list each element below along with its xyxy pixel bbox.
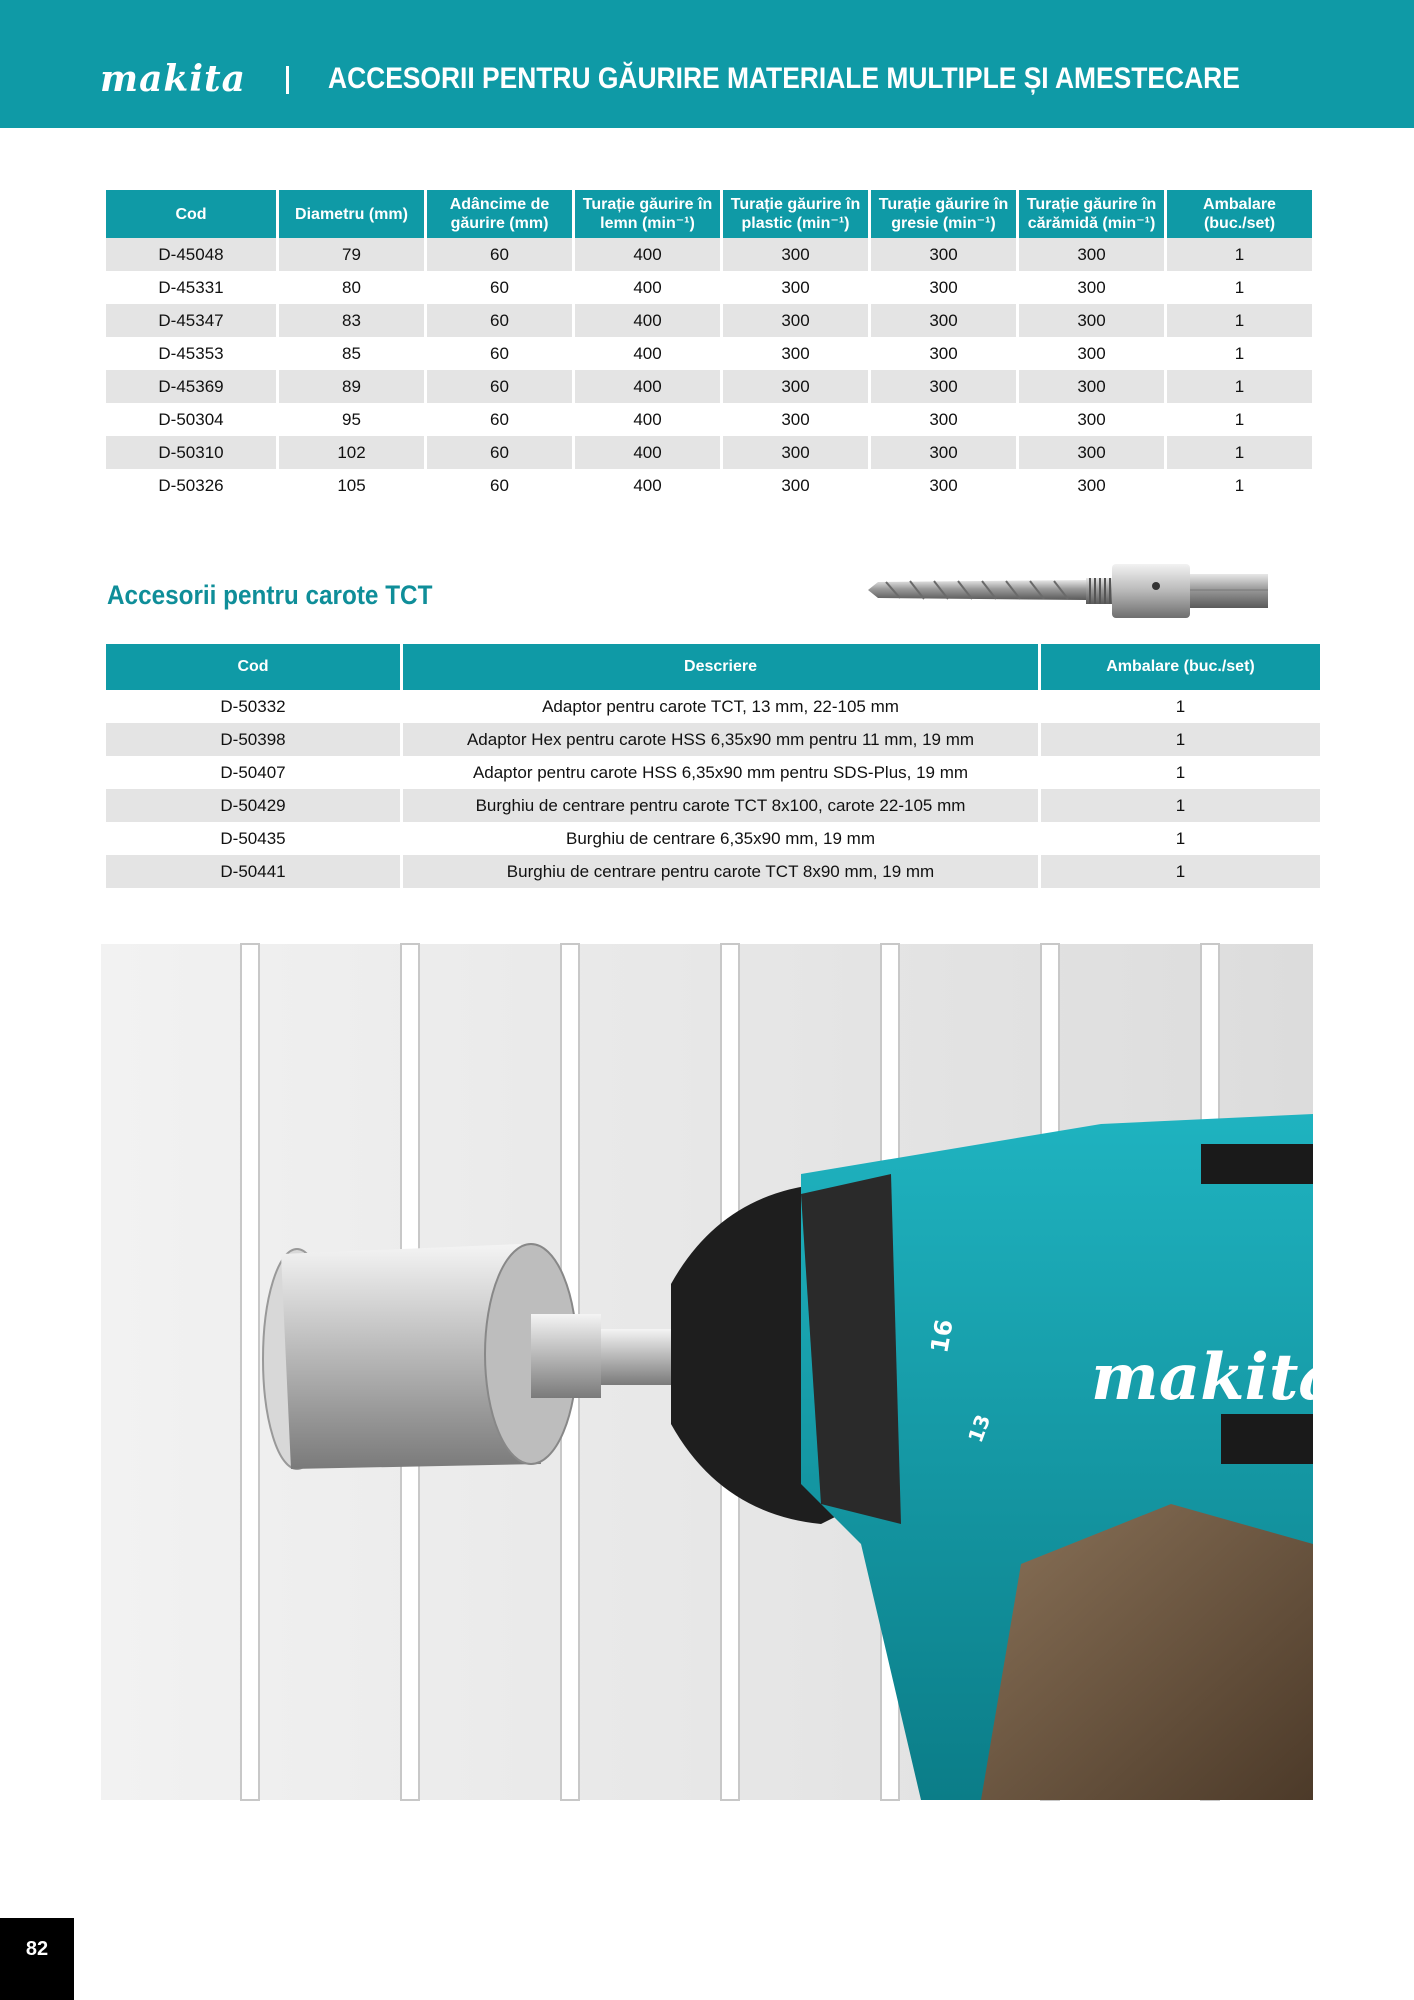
cell-adancime: 60 <box>427 370 572 403</box>
cell-lemn: 400 <box>575 436 720 469</box>
table-row <box>106 855 1320 888</box>
table-row <box>106 403 1312 436</box>
cell-gresie: 300 <box>929 409 958 429</box>
table-row <box>106 723 1320 756</box>
cell-descriere: Adaptor Hex pentru carote HSS 6,35x90 mm pentru 11 mm, 19 mm <box>403 723 1038 756</box>
cell-ambalare: 1 <box>1234 475 1245 495</box>
cell-lemn: 400 <box>575 238 720 271</box>
cell-plastic: 300 <box>723 436 868 469</box>
cell-diametru: 102 <box>279 436 424 469</box>
col-header-gresie: Turație găurire în gresie (min⁻¹) <box>871 190 1016 238</box>
header-separator <box>286 66 289 94</box>
page-number: 82 <box>25 1938 49 1960</box>
page-header <box>0 0 1414 128</box>
cell-ambalare: 1 <box>1167 370 1312 403</box>
cell-plastic: 300 <box>781 409 810 429</box>
cell-plastic: 300 <box>781 343 810 363</box>
cell-diametru: 105 <box>337 475 366 495</box>
cell-caramida: 300 <box>1077 343 1106 363</box>
cell-cod: D-45331 <box>158 277 224 297</box>
cell-plastic: 300 <box>723 370 868 403</box>
table-header-row <box>106 644 1320 690</box>
cell-adancime: 60 <box>427 238 572 271</box>
cell-cod: D-45369 <box>106 370 276 403</box>
cell-gresie: 300 <box>871 238 1016 271</box>
clutch-number-16: 16 <box>925 1317 959 1356</box>
cell-descriere: Burghiu de centrare 6,35x90 mm, 19 mm <box>566 828 875 848</box>
col-header-cod: Cod <box>106 644 400 690</box>
table-row <box>106 370 1312 403</box>
cell-gresie: 300 <box>871 436 1016 469</box>
col-header-lemn: Turație găurire în lemn (min⁻¹) <box>575 190 720 238</box>
cell-caramida: 300 <box>1077 475 1106 495</box>
cell-lemn: 400 <box>575 304 720 337</box>
cell-adancime: 60 <box>490 343 509 363</box>
table-row <box>106 337 1312 370</box>
cell-caramida: 300 <box>1019 238 1164 271</box>
drill-photo <box>101 944 1340 1800</box>
cell-diametru: 89 <box>279 370 424 403</box>
cell-diametru: 83 <box>279 304 424 337</box>
cell-caramida: 300 <box>1077 409 1106 429</box>
cell-ambalare: 1 <box>1234 277 1245 297</box>
cell-diametru: 85 <box>342 343 361 363</box>
cell-cod: D-50304 <box>158 409 224 429</box>
cell-caramida: 300 <box>1019 304 1164 337</box>
cell-adancime: 60 <box>427 304 572 337</box>
cell-cod: D-50441 <box>106 855 400 888</box>
cell-descriere: Burghiu de centrare pentru carote TCT 8x100, carote 22-105 mm <box>403 789 1038 822</box>
table-row <box>106 822 1320 855</box>
clutch-number-13: 13 <box>963 1411 996 1446</box>
hole-saw-spec-table <box>103 190 1315 502</box>
cell-cod: D-50332 <box>220 696 286 716</box>
table-header-row <box>106 190 1312 238</box>
cell-adancime: 60 <box>427 436 572 469</box>
cell-gresie: 300 <box>871 304 1016 337</box>
cell-ambalare: 1 <box>1175 828 1186 848</box>
cell-ambalare: 1 <box>1167 304 1312 337</box>
col-header-ambalare: Ambalare (buc./set) <box>1167 190 1312 238</box>
cell-ambalare: 1 <box>1041 855 1320 888</box>
cell-plastic: 300 <box>781 277 810 297</box>
cell-caramida: 300 <box>1077 277 1106 297</box>
col-header-ambalare: Ambalare (buc./set) <box>1041 644 1320 690</box>
col-header-plastic: Turație găurire în plastic (min⁻¹) <box>723 190 868 238</box>
cell-ambalare: 1 <box>1167 436 1312 469</box>
col-header-adancime: Adâncime de găurire (mm) <box>427 190 572 238</box>
section-title-accessories: Accesorii pentru carote TCT <box>107 580 433 610</box>
cell-cod: D-50326 <box>158 475 224 495</box>
cell-cod: D-50407 <box>220 762 286 782</box>
cell-lemn: 400 <box>633 409 662 429</box>
cell-diametru: 80 <box>342 277 361 297</box>
cell-ambalare: 1 <box>1167 238 1312 271</box>
cell-ambalare: 1 <box>1041 723 1320 756</box>
cell-plastic: 300 <box>781 475 810 495</box>
cell-ambalare: 1 <box>1175 762 1186 782</box>
cell-descriere: Burghiu de centrare pentru carote TCT 8x90 mm, 19 mm <box>403 855 1038 888</box>
makita-logo: makita <box>100 58 246 100</box>
col-header-caramida: Turație găurire în cărămidă (min⁻¹) <box>1019 190 1164 238</box>
table-row <box>106 469 1312 502</box>
table-row <box>106 789 1320 822</box>
cell-ambalare: 1 <box>1041 789 1320 822</box>
table-row <box>106 436 1312 469</box>
cell-gresie: 300 <box>929 343 958 363</box>
col-header-diametru: Diametru (mm) <box>279 190 424 238</box>
cell-descriere: Adaptor pentru carote HSS 6,35x90 mm pentru SDS-Plus, 19 mm <box>472 762 969 782</box>
cell-ambalare: 1 <box>1175 696 1186 716</box>
cell-lemn: 400 <box>633 343 662 363</box>
cell-lemn: 400 <box>633 277 662 297</box>
cell-gresie: 300 <box>929 475 958 495</box>
table-row <box>106 271 1312 304</box>
cell-lemn: 400 <box>575 370 720 403</box>
cell-adancime: 60 <box>490 475 509 495</box>
col-header-cod: Cod <box>106 190 276 238</box>
cell-adancime: 60 <box>490 277 509 297</box>
cell-caramida: 300 <box>1019 436 1164 469</box>
cell-plastic: 300 <box>723 238 868 271</box>
col-header-descriere: Descriere <box>403 644 1038 690</box>
cell-lemn: 400 <box>633 475 662 495</box>
cell-gresie: 300 <box>871 370 1016 403</box>
cell-diametru: 95 <box>342 409 361 429</box>
cell-cod: D-45048 <box>106 238 276 271</box>
cell-gresie: 300 <box>929 277 958 297</box>
cell-adancime: 60 <box>490 409 509 429</box>
cell-cod: D-50398 <box>106 723 400 756</box>
drill-brand-text: makita <box>1091 1340 1340 1415</box>
cell-cod: D-45347 <box>106 304 276 337</box>
cell-caramida: 300 <box>1019 370 1164 403</box>
table-row <box>106 690 1320 723</box>
cell-descriere: Adaptor pentru carote TCT, 13 mm, 22-105 mm <box>542 696 899 716</box>
accessories-table <box>103 644 1323 888</box>
cell-plastic: 300 <box>723 304 868 337</box>
page-title: ACCESORII PENTRU GĂURIRE MATERIALE MULTIPLE ȘI AMESTECARE <box>328 62 1240 95</box>
cell-cod: D-45353 <box>158 343 224 363</box>
cell-cod: D-50429 <box>106 789 400 822</box>
cell-cod: D-50310 <box>106 436 276 469</box>
cell-diametru: 79 <box>279 238 424 271</box>
adaptor-image <box>866 556 1270 628</box>
table-row <box>106 238 1312 271</box>
cell-ambalare: 1 <box>1234 409 1245 429</box>
table-row <box>106 304 1312 337</box>
table-row <box>106 756 1320 789</box>
cell-cod: D-50435 <box>220 828 286 848</box>
cell-ambalare: 1 <box>1234 343 1245 363</box>
